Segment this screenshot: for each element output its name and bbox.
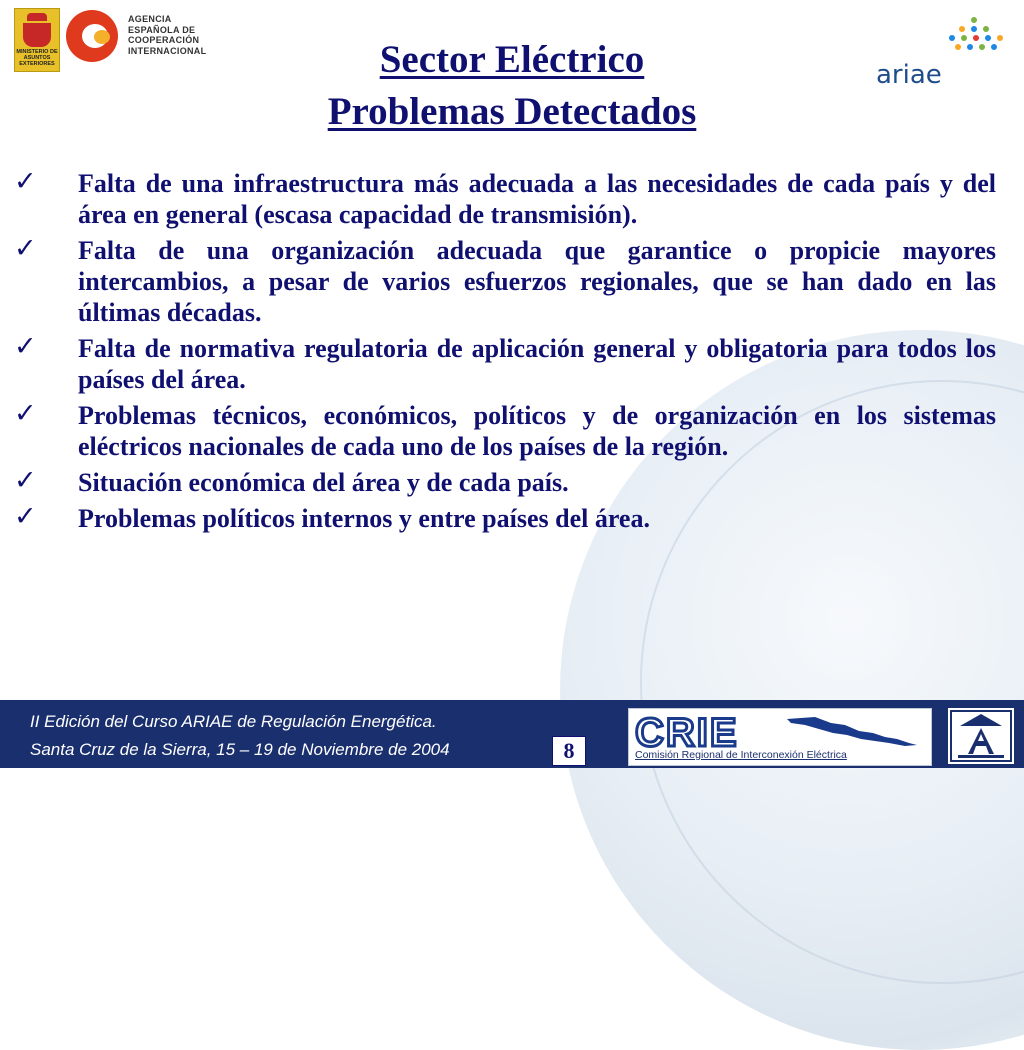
title-line-2: Problemas Detectados [327,90,697,133]
bullet-text: Falta de una infraestructura más adecuada a las necesidades de cada país y del área en general (escasa capacidad de transmisión). [78,169,996,229]
title-line-1: Sector Eléctrico [379,38,645,81]
bullet-list [14,168,996,539]
check-icon: ✓ [14,233,37,264]
bullet-text: Falta de una organización adecuada que garantice o propicie mayores intercambios, a pesar de varios esfuerzos regionales, que se han dado en las últimas décadas. [78,236,996,327]
ariae-wordmark: ariae [876,60,942,90]
aecid-line: COOPERACIÓN [128,35,200,45]
aecid-line: INTERNACIONAL [128,45,207,56]
crie-wordmark: CRIE [635,711,739,755]
check-icon: ✓ [14,166,37,197]
bullet-item [14,235,996,328]
bullet-item [14,467,996,498]
crie-logo [628,708,932,766]
bullet-text: Problemas técnicos, económicos, políticos y de organización en los sistemas eléctricos nacionales de cada uno de los países de la región. [78,401,996,461]
bullet-item [14,168,996,230]
aecid-line: AGENCIA [128,14,172,24]
check-icon: ✓ [14,465,37,496]
institution-logo [948,708,1014,764]
ariae-dots-icon [940,16,1010,60]
footer-course-line: II Edición del Curso ARIAE de Regulación Energética. [30,712,437,731]
bullet-item [14,503,996,534]
columns-icon [948,708,1014,764]
check-icon: ✓ [14,398,37,429]
crie-subtitle: Comisión Regional de Interconexión Eléctrica [635,749,847,761]
central-america-map-icon [785,713,921,747]
check-icon: ✓ [14,501,37,532]
ariae-logo [870,16,1010,96]
page-number: 8 [552,736,586,766]
bullet-text: Falta de normativa regulatoria de aplicación general y obligatoria para todos los países del área. [78,334,996,394]
bullet-text: Problemas políticos internos y entre países del área. [78,504,650,533]
check-icon: ✓ [14,331,37,362]
crown-icon [27,13,47,21]
footer-location-line: Santa Cruz de la Sierra, 15 – 19 de Noviembre de 2004 [30,740,450,759]
bullet-text: Situación económica del área y de cada país. [78,468,569,497]
bullet-item [14,333,996,395]
aecid-line: ESPAÑOLA DE [128,24,196,35]
slide-footer [0,700,1024,768]
ministerio-label: MINISTERIO DE ASUNTOS EXTERIORES [16,49,58,67]
bullet-item [14,400,996,462]
slide-header [0,0,1024,160]
